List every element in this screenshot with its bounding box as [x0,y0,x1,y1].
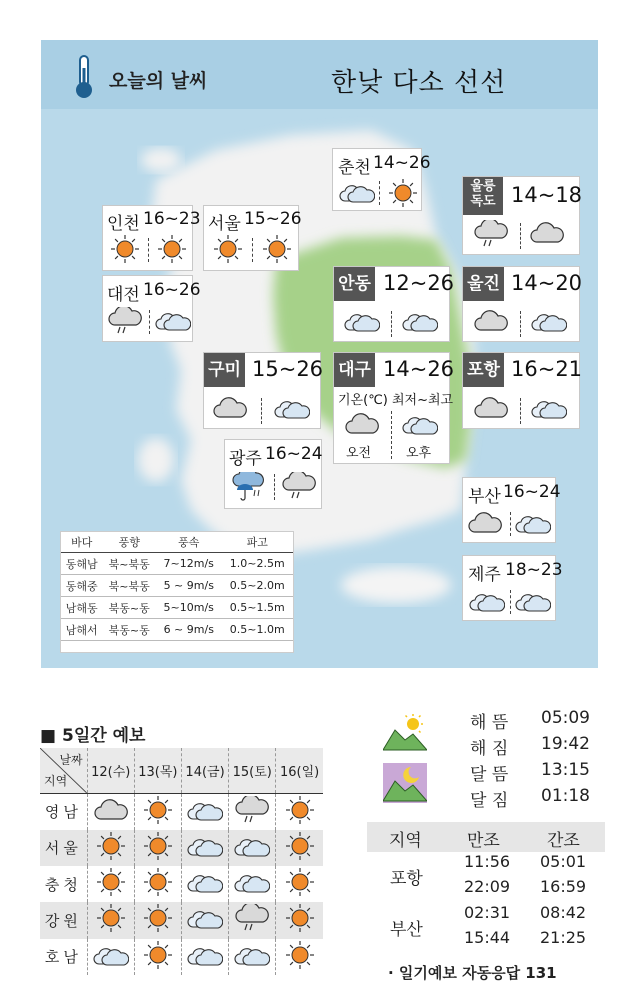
city-temp: 14~26 [373,153,431,173]
city-card-chuncheon [332,148,431,211]
moonrise-time: 13:15 [541,760,590,780]
corner-cell [40,748,87,793]
partly-cloudy-icon [515,510,551,540]
city-card-busan [462,477,561,543]
legend-pm: 오후 [406,446,432,461]
city-card-gwangju [224,439,322,509]
forecast-header-row [40,748,323,793]
table-row: 충청 [40,866,323,902]
moonrise-icon [383,763,427,803]
sea-header: 풍향 [102,532,155,553]
jeju-island [341,567,451,603]
rain-cloud-icon [107,307,143,339]
sunrise-time: 05:09 [541,708,590,728]
partly-cloudy-icon [181,902,228,938]
sun-icon [134,830,181,866]
city-tag: 구미 [204,353,245,387]
tide-region: 부산 [390,920,423,940]
table-row: 서울 [40,830,323,866]
tide-region: 포항 [390,869,423,889]
partly-cloudy-icon [469,588,505,618]
header-subtitle: 오늘의 날씨 [109,70,208,92]
cloud-icon [529,220,565,250]
cloud-icon [212,395,248,425]
cloud-icon [473,395,509,425]
day-header: 16(일) [276,748,323,793]
city-card-ulleung [462,176,583,255]
city-card-andong [333,266,455,342]
city-name: 인천 [107,214,140,234]
city-name: 서울 [208,214,241,234]
tide-value: 22:09 [464,877,511,896]
city-temp: 16~23 [143,209,201,229]
partly-cloudy-icon [402,308,438,338]
partly-cloudy-icon [339,179,375,209]
city-name: 제주 [468,565,501,585]
sun-icon [87,866,134,902]
day-header: 15(토) [229,748,276,793]
footer-phone: · 일기예보 자동응답 131 [388,964,557,982]
city-card-pohang [462,352,583,429]
rain-cloud-icon [281,472,317,504]
moonset-label: 달 짐 [470,791,509,811]
city-name: 광주 [229,449,262,469]
city-card-seoul [203,205,302,271]
city-temp: 12~26 [383,271,455,295]
sun-icon [87,902,134,938]
partly-cloudy-icon [229,866,276,902]
table-row: 동해남 북~북동 7~12m/s 1.0~2.5m [61,553,293,575]
rain-cloud-icon [229,793,276,829]
city-temp: 18~23 [505,560,563,580]
sun-icon [87,830,134,866]
tide-value: 02:31 [464,903,511,922]
partly-cloudy-icon [402,411,438,441]
sun-icon [156,235,188,267]
city-card-daegu [333,352,455,464]
city-card-gumi [203,352,324,429]
city-tag: 울릉 독도 [463,177,503,215]
forecast-title: ■ 5일간 예보 [40,726,146,746]
partly-cloudy-icon [181,793,228,829]
city-card-incheon [102,205,201,271]
sun-icon [276,866,323,902]
moonset-time: 01:18 [541,786,590,806]
tide-header-low: 간조 [547,831,580,851]
legend-am: 오전 [346,446,372,461]
moonrise-label: 달 뜸 [470,765,509,785]
day-header: 12(수) [87,748,134,793]
corner-top: 날짜 [59,753,83,767]
partly-cloudy-icon [274,395,310,425]
sea-conditions-table [60,531,294,653]
sun-icon [276,939,323,975]
sun-icon [276,793,323,829]
umbrella-rain-icon [231,472,267,506]
partly-cloudy-icon [229,830,276,866]
partly-cloudy-icon [229,939,276,975]
sun-icon [134,866,181,902]
cloud-icon [467,510,503,540]
sea-header-row [61,532,293,553]
tide-value: 15:44 [464,928,511,947]
sun-icon [387,179,419,211]
corner-bottom: 지역 [44,773,68,788]
cloud-icon [473,308,509,338]
sunrise-label: 해 뜸 [470,713,509,733]
sunset-label: 해 짐 [470,739,509,759]
city-temp: 14~20 [511,271,583,295]
city-tag: 안동 [334,267,375,301]
sea-header: 풍속 [156,532,222,553]
sun-icon [109,235,141,267]
city-temp: 16~26 [143,280,201,300]
cloud-icon [344,411,380,441]
city-temp: 15~26 [252,357,324,381]
sun-icon [261,235,293,267]
table-row: 강원 [40,902,323,938]
city-temp: 14~18 [511,183,583,207]
partly-cloudy-icon [181,939,228,975]
cloud-icon [87,793,134,829]
city-temp: 14~26 [383,357,455,381]
tide-header-region: 지역 [389,831,422,851]
city-temp: 16~21 [511,357,583,381]
tide-value: 21:25 [540,928,587,947]
sun-icon [134,939,181,975]
city-tag: 포항 [463,353,504,387]
partly-cloudy-icon [344,308,380,338]
table-row: 영남 [40,793,323,829]
city-temp: 15~26 [244,209,302,229]
sea-header: 파고 [222,532,293,553]
tide-value: 05:01 [540,852,587,871]
city-card-uljin [462,266,583,342]
tide-header [367,822,605,852]
partly-cloudy-icon [155,307,191,337]
sea-header: 바다 [61,532,102,553]
rain-cloud-icon [229,902,276,938]
legend-label: 기온(℃) 최저~최고 [338,393,454,408]
sun-icon [212,235,244,267]
sunrise-icon [383,712,427,752]
table-row: 남해서 북동~동 6 ~ 9m/s 0.5~1.0m [61,619,293,641]
tide-value: 08:42 [540,903,587,922]
tide-value: 11:56 [464,852,511,871]
city-name: 대전 [107,285,140,305]
forecast-title-text: 5일간 예보 [61,726,146,746]
forecast-table [40,748,323,975]
city-temp: 16~24 [503,482,561,502]
tide-header-high: 만조 [467,831,500,851]
city-name: 춘천 [338,158,371,178]
table-row: 동해중 북~북동 5 ~ 9m/s 0.5~2.0m [61,575,293,597]
day-header: 14(금) [181,748,228,793]
sun-icon [134,902,181,938]
partly-cloudy-icon [181,866,228,902]
table-row: 남해동 북동~동 5~10m/s 0.5~1.5m [61,597,293,619]
sun-icon [276,830,323,866]
sun-icon [134,793,181,829]
rain-cloud-icon [473,220,509,252]
sunset-time: 19:42 [541,734,590,754]
partly-cloudy-icon [515,588,551,618]
city-tag: 대구 [334,353,375,387]
city-temp: 16~24 [265,444,323,464]
partly-cloudy-icon [181,830,228,866]
partly-cloudy-icon [531,395,567,425]
city-card-daejeon [102,275,201,342]
partly-cloudy-icon [87,939,134,975]
city-tag: 울진 [463,267,504,301]
table-row: 호남 [40,939,323,975]
tide-value: 16:59 [540,877,587,896]
partly-cloudy-icon [531,308,567,338]
sun-icon [276,902,323,938]
day-header: 13(목) [134,748,181,793]
city-name: 부산 [468,487,501,507]
header-headline: 한낮 다소 선선 [331,68,507,98]
city-card-jeju [462,555,563,621]
